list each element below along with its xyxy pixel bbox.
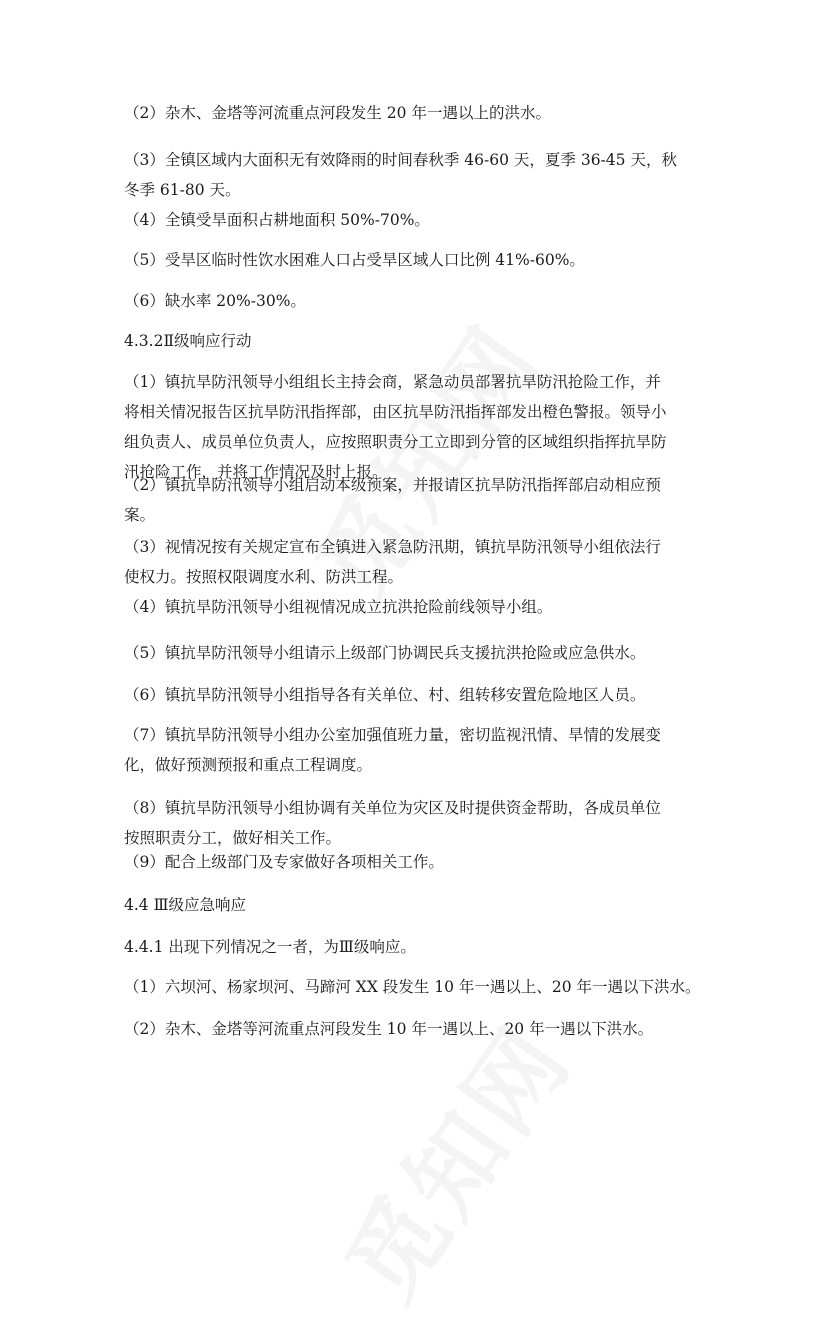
para-1-liuba-river-flood: [124, 972, 720, 1002]
para-2-plan-activate: [124, 470, 720, 530]
text-line: （6）镇抗旱防汛领导小组指导各有关单位、村、组转移安置危险地区人员。: [124, 686, 646, 704]
text-line: （4）全镇受旱面积占耕地面积 50%-70%。: [124, 211, 430, 229]
text-line: 4.4 Ⅲ级应急响应: [124, 896, 247, 914]
para-4-drought-area: [124, 205, 720, 235]
text-line: （3）全镇区域内大面积无有效降雨的时间春秋季 46-60 天，夏季 36-45 天，秋: [124, 151, 677, 169]
text-line: （2）杂木、金塔等河流重点河段发生 10 年一遇以上、20 年一遇以下洪水。: [124, 1020, 654, 1038]
text-line: （3）视情况按有关规定宣布全镇进入紧急防汛期，镇抗旱防汛领导小组依法行: [124, 538, 661, 556]
para-7-duty-strengthen: [124, 720, 720, 780]
para-8-funding: [124, 793, 720, 853]
text-line: （9）配合上级部门及专家做好各项相关工作。: [124, 853, 444, 871]
text-line: 将相关情况报告区抗旱防汛指挥部，由区抗旱防汛指挥部发出橙色警报。领导小: [124, 403, 667, 421]
text-line: 4.3.2Ⅱ级响应行动: [124, 332, 252, 350]
para-1-leader-consult: [124, 367, 720, 487]
text-line: （2）镇抗旱防汛领导小组启动本级预案，并报请区抗旱防汛指挥部启动相应预: [124, 476, 661, 494]
para-9-expert-cooperation: [124, 847, 720, 877]
heading-4-4: [124, 890, 720, 920]
heading-4-3-2: [124, 326, 720, 356]
para-4-frontline-group: [124, 592, 720, 622]
text-line: （1）六坝河、杨家坝河、马蹄河 XX 段发生 10 年一遇以上、20 年一遇以下洪水。: [124, 978, 701, 996]
text-line: （1）镇抗旱防汛领导小组组长主持会商，紧急动员部署抗旱防汛抢险工作，并: [124, 373, 661, 391]
text-line: （5）受旱区临时性饮水困难人口占受旱区域人口比例 41%-60%。: [124, 251, 585, 269]
para-2-river-flood: [124, 98, 720, 128]
text-line: 冬季 61-80 天。: [124, 181, 241, 199]
para-3-emergency-period: [124, 532, 720, 592]
para-2-zamu-river-flood: [124, 1014, 720, 1044]
text-line: 案。: [124, 506, 156, 524]
text-line: 4.4.1 出现下列情况之一者，为Ⅲ级响应。: [124, 938, 416, 956]
para-6-water-shortage-rate: [124, 286, 720, 316]
para-5-militia-support: [124, 638, 720, 668]
para-3-rainfall: [124, 145, 720, 205]
text-line: 化，做好预测预报和重点工程调度。: [124, 756, 373, 774]
text-line: （8）镇抗旱防汛领导小组协调有关单位为灾区及时提供资金帮助，各成员单位: [124, 799, 661, 817]
para-5-water-shortage-pop: [124, 245, 720, 275]
text-line: （4）镇抗旱防汛领导小组视情况成立抗洪抢险前线领导小组。: [124, 598, 553, 616]
text-line: 组负责人、成员单位负责人，应按照职责分工立即到分管的区域组织指挥抗旱防: [124, 433, 667, 451]
text-line: （5）镇抗旱防汛领导小组请示上级部门协调民兵支援抗洪抢险或应急供水。: [124, 644, 646, 662]
text-line: 按照职责分工，做好相关工作。: [124, 829, 342, 847]
text-line: （6）缺水率 20%-30%。: [124, 292, 306, 310]
text-line: 使权力。按照权限调度水利、防洪工程。: [124, 568, 404, 586]
para-6-relocation: [124, 680, 720, 710]
heading-4-4-1: [124, 932, 720, 962]
text-line: （7）镇抗旱防汛领导小组办公室加强值班力量，密切监视汛情、旱情的发展变: [124, 726, 661, 744]
text-line: 汛抢险工作，并将工作情况及时上报。: [124, 463, 388, 481]
text-line: （2）杂木、金塔等河流重点河段发生 20 年一遇以上的洪水。: [124, 104, 551, 122]
